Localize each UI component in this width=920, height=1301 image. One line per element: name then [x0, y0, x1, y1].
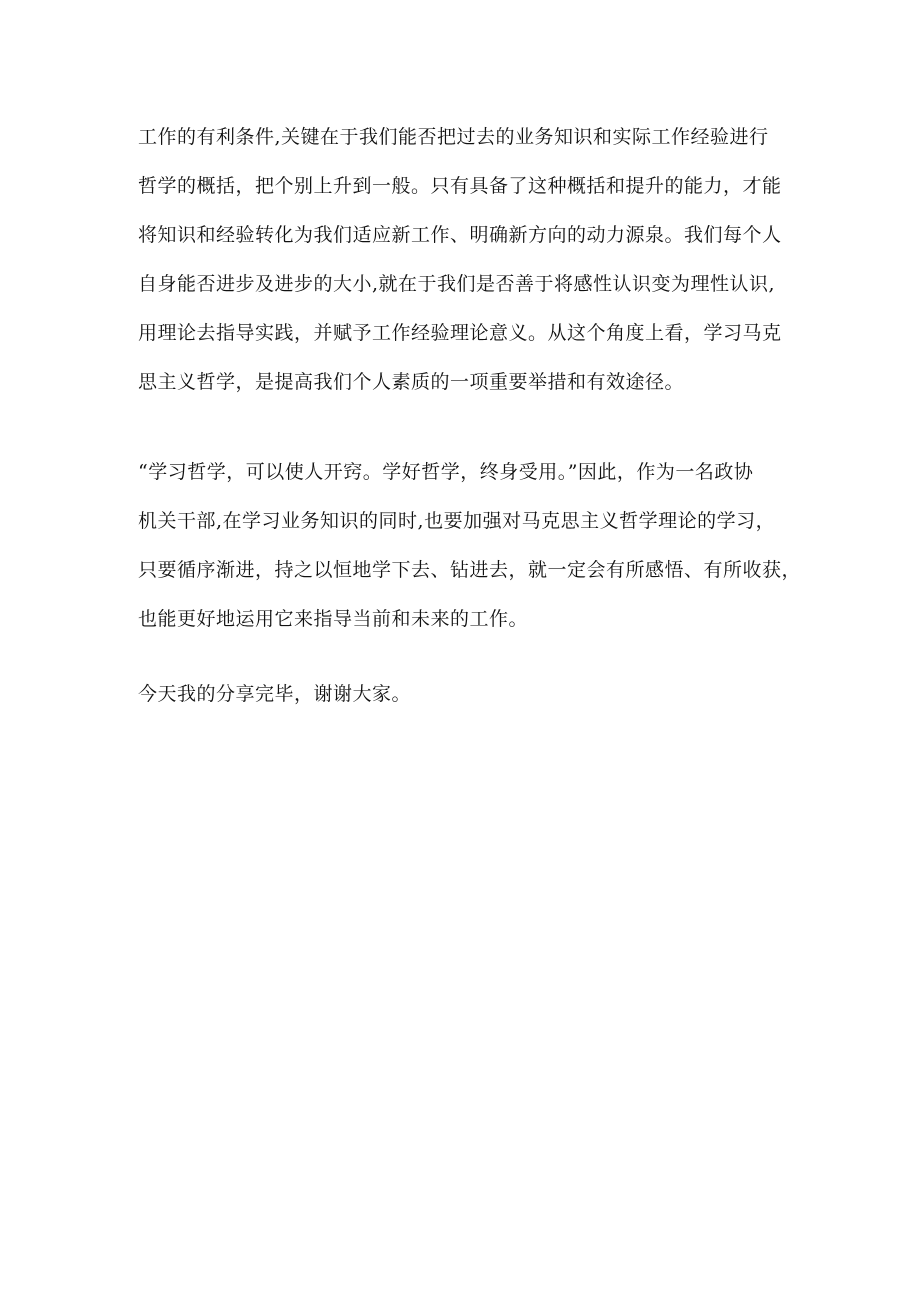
text-line: 思主义哲学，是提高我们个人素质的一项重要举措和有效途径。	[138, 371, 685, 393]
text-line: 只要循序渐进，持之以恒地学下去、钻进去，就一定会有所感悟、有所收获，	[138, 559, 802, 581]
text-line: 用理论去指导实践，并赋予工作经验理论意义。从这个角度上看，学习马克	[138, 322, 782, 344]
text-line: 机关干部,在学习业务知识的同时,也要加强对马克思主义哲学理论的学习，	[138, 510, 776, 532]
text-line: 自身能否进步及进步的大小,就在于我们是否善于将感性认识变为理性认识,	[138, 273, 776, 295]
closing-line: 今天我的分享完毕，谢谢大家。	[138, 683, 412, 705]
text-line: 也能更好地运用它来指导当前和未来的工作。	[138, 608, 529, 630]
text-line: 哲学的概括，把个别上升到一般。只有具备了这种概括和提升的能力，才能	[138, 175, 782, 197]
text-line: 工作的有利条件,关键在于我们能否把过去的业务知识和实际工作经验进行	[138, 126, 769, 148]
text-line: 将知识和经验转化为我们适应新工作、明确新方向的动力源泉。我们每个人	[138, 224, 782, 246]
text-line: “学习哲学，可以使人开窍。学好哲学，终身受用。”因此，作为一名政协	[138, 461, 754, 483]
